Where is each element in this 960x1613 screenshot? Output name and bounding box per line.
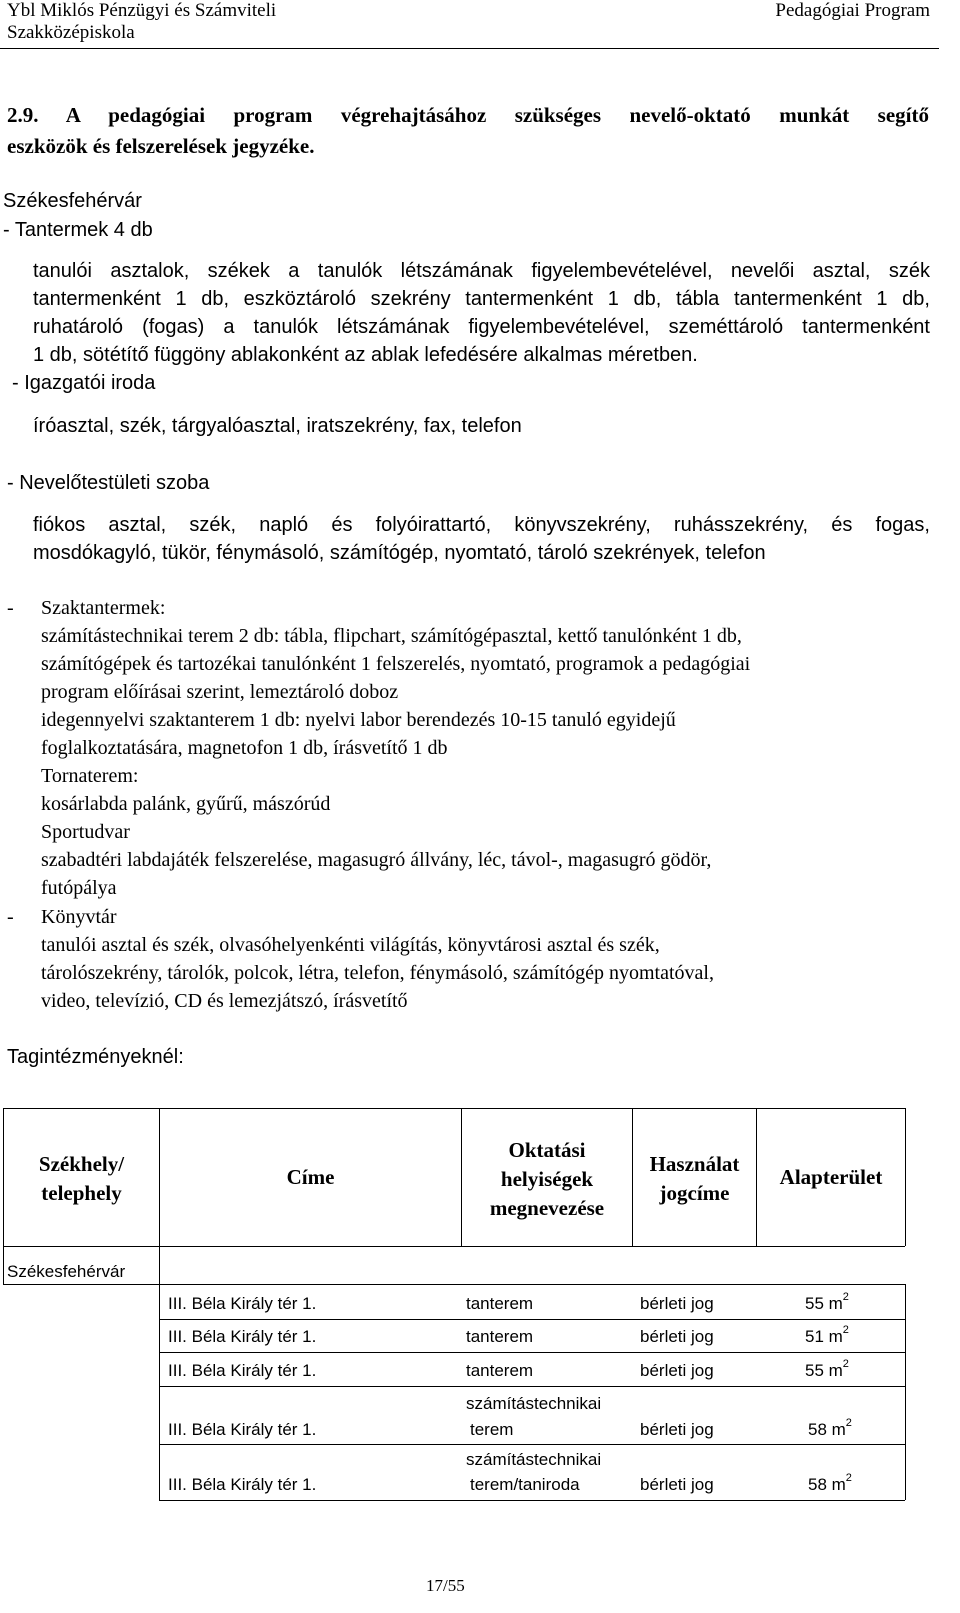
area-unit-exponent: 2 xyxy=(845,1472,852,1484)
address-cell: III. Béla Király tér 1. xyxy=(168,1420,317,1439)
header-text: helyiségek xyxy=(500,1167,594,1191)
igazgatoi-text: íróasztal, szék, tárgyalóasztal, iratszekrény, fax, telefon xyxy=(33,415,522,437)
szaktantermek-line: program előírásai szerint, lemeztároló doboz xyxy=(41,681,399,703)
szaktantermek-line: kosárlabda palánk, gyűrű, mászórúd xyxy=(41,793,331,815)
usage-cell: bérleti jog xyxy=(640,1327,714,1346)
list-dash: - xyxy=(7,597,14,619)
table-border xyxy=(159,1444,905,1445)
usage-cell: bérleti jog xyxy=(640,1294,714,1313)
szaktantermek-line: futópálya xyxy=(41,877,117,899)
area-unit-exponent: 2 xyxy=(842,1291,849,1303)
room-cell-line2: terem xyxy=(470,1420,514,1439)
header-text: jogcíme xyxy=(659,1181,730,1205)
room-cell: tanterem xyxy=(466,1361,534,1380)
area-cell xyxy=(805,1358,849,1381)
table-border xyxy=(3,1246,905,1247)
szaktantermek-line: foglalkoztatására, magnetofon 1 db, írásvetítő 1 db xyxy=(41,737,448,759)
header-text: Székhely/ xyxy=(38,1152,125,1176)
konyvtar-line: video, televízió, CD és lemezjátszó, írásvetítő xyxy=(41,990,408,1012)
area-cell xyxy=(808,1417,852,1440)
nevelo-line: mosdókagyló, tükör, fénymásoló, számítógép, nyomtató, tároló szekrények, telefon xyxy=(33,542,766,564)
header-text: Használat xyxy=(649,1152,740,1176)
tantermek-line: 1 db, sötétítő függöny ablakonként az ablak lefedésére alkalmas méretben. xyxy=(33,344,698,366)
area-unit-exponent: 2 xyxy=(842,1324,849,1336)
header-text: megnevezése xyxy=(489,1196,605,1220)
area-value: 58 m xyxy=(808,1420,846,1439)
area-unit-exponent: 2 xyxy=(842,1358,849,1370)
header-rule xyxy=(0,48,939,49)
header-text: Címe xyxy=(286,1165,335,1189)
header-cell-location xyxy=(4,1150,159,1208)
school-name-line1: Ybl Miklós Pénzügyi és Számviteli xyxy=(7,0,277,21)
usage-cell: bérleti jog xyxy=(640,1361,714,1380)
address-cell: III. Béla Király tér 1. xyxy=(168,1327,317,1346)
city-label: Székesfehérvár xyxy=(3,190,142,212)
tagintezmeny-label: Tagintézményeknél: xyxy=(7,1046,184,1068)
konyvtar-line: tárolószekrény, tárolók, polcok, létra, telefon, fénymásoló, számítógép nyomtatóval, xyxy=(41,962,714,984)
header-text: Alapterület xyxy=(779,1165,883,1189)
location-cell: Székesfehérvár xyxy=(7,1262,126,1281)
section-heading-line2: eszközök és felszerelések jegyzéke. xyxy=(7,134,315,158)
address-cell: III. Béla Király tér 1. xyxy=(168,1294,317,1313)
tantermek-line: tantermenként 1 db, eszköztároló szekrény tantermenként 1 db, tábla tantermenként 1 db, xyxy=(33,288,930,310)
address-cell: III. Béla Király tér 1. xyxy=(168,1361,317,1380)
table-border xyxy=(159,1284,160,1500)
header-cell-address xyxy=(160,1163,461,1192)
address-cell: III. Béla Király tér 1. xyxy=(168,1475,317,1494)
area-cell xyxy=(805,1291,849,1314)
room-cell: tanterem xyxy=(466,1294,534,1313)
room-cell-line2: terem/taniroda xyxy=(470,1475,580,1494)
szaktantermek-title: Szaktantermek: xyxy=(41,597,166,619)
table-border xyxy=(159,1386,905,1387)
szaktantermek-line: szabadtéri labdajáték felszerelése, magasugró állvány, léc, távol-, magasugró gödör, xyxy=(41,849,712,871)
table-border xyxy=(159,1352,905,1353)
area-value: 55 m xyxy=(805,1294,843,1313)
area-cell xyxy=(805,1324,849,1347)
area-unit-exponent: 2 xyxy=(845,1417,852,1429)
usage-cell: bérleti jog xyxy=(640,1420,714,1439)
area-cell xyxy=(808,1472,852,1495)
list-dash: - xyxy=(7,906,14,928)
szaktantermek-line: számítógépek és tartozékai tanulónként 1 felszerelés, nyomtató, programok a pedagógiai xyxy=(41,653,751,675)
table-border xyxy=(159,1246,160,1284)
tantermek-line: ruhatároló (fogas) a tanulók létszámának figyelembevételével, szeméttároló tantermenként xyxy=(33,316,930,338)
school-name-line2: Szakközépiskola xyxy=(7,22,135,43)
area-value: 55 m xyxy=(805,1361,843,1380)
table-border xyxy=(905,1284,906,1500)
table-border xyxy=(905,1108,906,1246)
header-cell-rooms xyxy=(462,1136,632,1223)
konyvtar-title: Könyvtár xyxy=(41,906,117,928)
igazgatoi-title: - Igazgatói iroda xyxy=(12,372,156,394)
header-cell-usage xyxy=(633,1150,756,1208)
table-border xyxy=(3,1284,159,1285)
table-border xyxy=(159,1284,905,1285)
room-cell: tanterem xyxy=(466,1327,534,1346)
header-text: telephely xyxy=(41,1181,122,1205)
page-number: 17/55 xyxy=(426,1576,465,1595)
szaktantermek-line: Sportudvar xyxy=(41,821,130,843)
area-value: 51 m xyxy=(805,1327,843,1346)
header-text: Oktatási xyxy=(508,1138,586,1162)
tantermek-line: tanulói asztalok, székek a tanulók létszámának figyelembevételével, nevelői asztal, szék xyxy=(33,260,930,282)
tantermek-title: - Tantermek 4 db xyxy=(3,219,153,241)
section-heading-line1: 2.9. A pedagógiai program végrehajtásához szükséges nevelő-oktató munkát segítő xyxy=(7,103,929,127)
konyvtar-line: tanulói asztal és szék, olvasóhelyenkénti világítás, könyvtárosi asztal és szék, xyxy=(41,934,660,956)
table-border xyxy=(3,1246,4,1284)
nevelo-title: - Nevelőtestületi szoba xyxy=(7,472,210,494)
header-cell-area xyxy=(757,1163,905,1192)
document-title: Pedagógiai Program xyxy=(775,0,930,21)
szaktantermek-line: Tornaterem: xyxy=(41,765,139,787)
szaktantermek-line: idegennyelvi szaktanterem 1 db: nyelvi labor berendezés 10-15 tanuló egyidejű xyxy=(41,709,676,731)
table-border xyxy=(3,1108,905,1109)
table-border xyxy=(159,1500,905,1501)
szaktantermek-line: számítástechnikai terem 2 db: tábla, flipchart, számítógépasztal, kettő tanulónként 1 db, xyxy=(41,625,742,647)
nevelo-line: fiókos asztal, szék, napló és folyóirattartó, könyvszekrény, ruhásszekrény, és fogas, xyxy=(33,514,930,536)
table-border xyxy=(159,1319,905,1320)
area-value: 58 m xyxy=(808,1475,846,1494)
room-cell: számítástechnikai xyxy=(466,1394,602,1413)
usage-cell: bérleti jog xyxy=(640,1475,714,1494)
room-cell: számítástechnikai xyxy=(466,1450,602,1469)
